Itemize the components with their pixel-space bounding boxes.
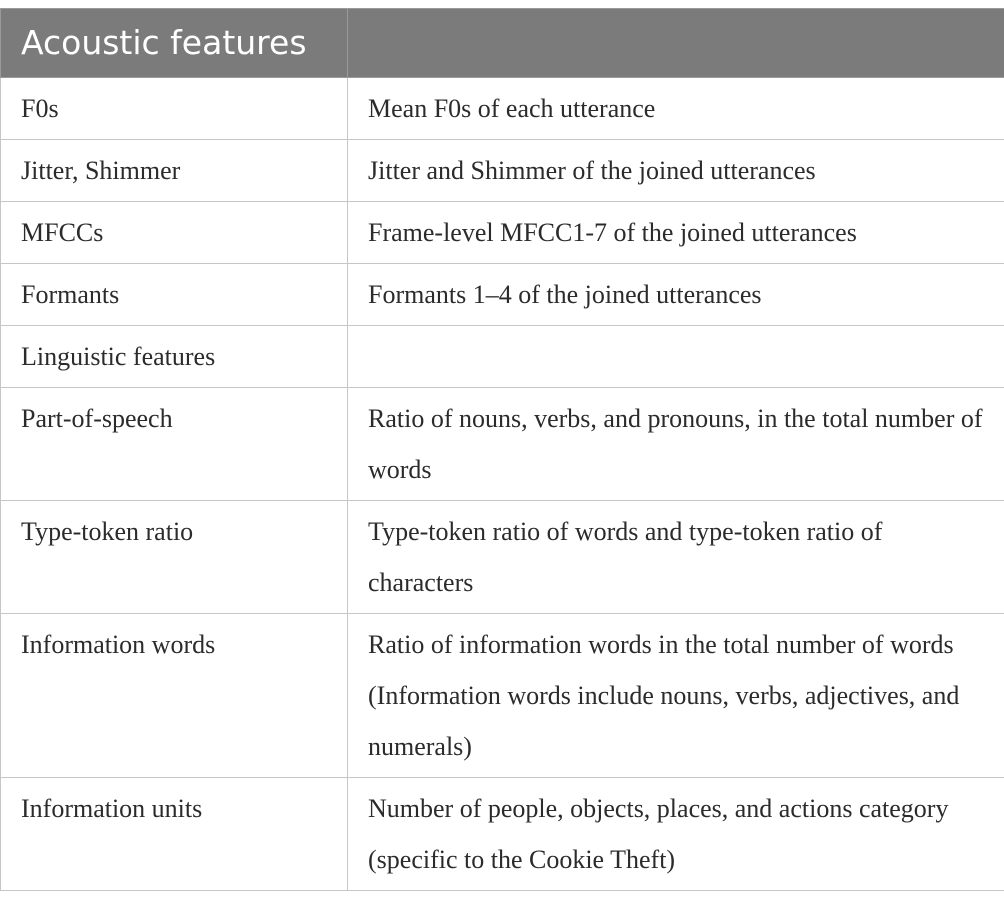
header-cell-empty — [348, 9, 1004, 78]
feature-table-container — [0, 8, 1004, 891]
table-header-row — [1, 9, 1004, 78]
description-cell: Type-token ratio of words and type-token ratio of characters — [348, 501, 1004, 614]
feature-cell: Formants — [1, 264, 348, 326]
section-label-cell: Linguistic features — [1, 326, 348, 388]
description-cell: Number of people, objects, places, and actions category (specific to the Cookie Theft) — [348, 778, 1004, 891]
description-cell: Jitter and Shimmer of the joined utterances — [348, 140, 1004, 202]
header-cell-section: Acoustic features — [1, 9, 348, 78]
feature-cell: Type-token ratio — [1, 501, 348, 614]
table-row — [1, 202, 1004, 264]
table-row — [1, 388, 1004, 501]
table-row — [1, 264, 1004, 326]
table-row — [1, 778, 1004, 891]
description-cell — [348, 326, 1004, 388]
feature-cell: Information words — [1, 614, 348, 778]
section-row-linguistic — [1, 326, 1004, 388]
table-row — [1, 501, 1004, 614]
description-cell: Ratio of nouns, verbs, and pronouns, in the total number of words — [348, 388, 1004, 501]
feature-cell: MFCCs — [1, 202, 348, 264]
description-cell: Ratio of information words in the total number of words (Information words include nouns, verbs, adjectives, and numerals) — [348, 614, 1004, 778]
table-row — [1, 614, 1004, 778]
feature-cell: Part-of-speech — [1, 388, 348, 501]
feature-cell: Information units — [1, 778, 348, 891]
feature-cell: F0s — [1, 78, 348, 140]
description-cell: Formants 1–4 of the joined utterances — [348, 264, 1004, 326]
feature-table — [0, 8, 1004, 891]
table-row — [1, 140, 1004, 202]
feature-cell: Jitter, Shimmer — [1, 140, 348, 202]
description-cell: Mean F0s of each utterance — [348, 78, 1004, 140]
table-row — [1, 78, 1004, 140]
description-cell: Frame-level MFCC1-7 of the joined utterances — [348, 202, 1004, 264]
